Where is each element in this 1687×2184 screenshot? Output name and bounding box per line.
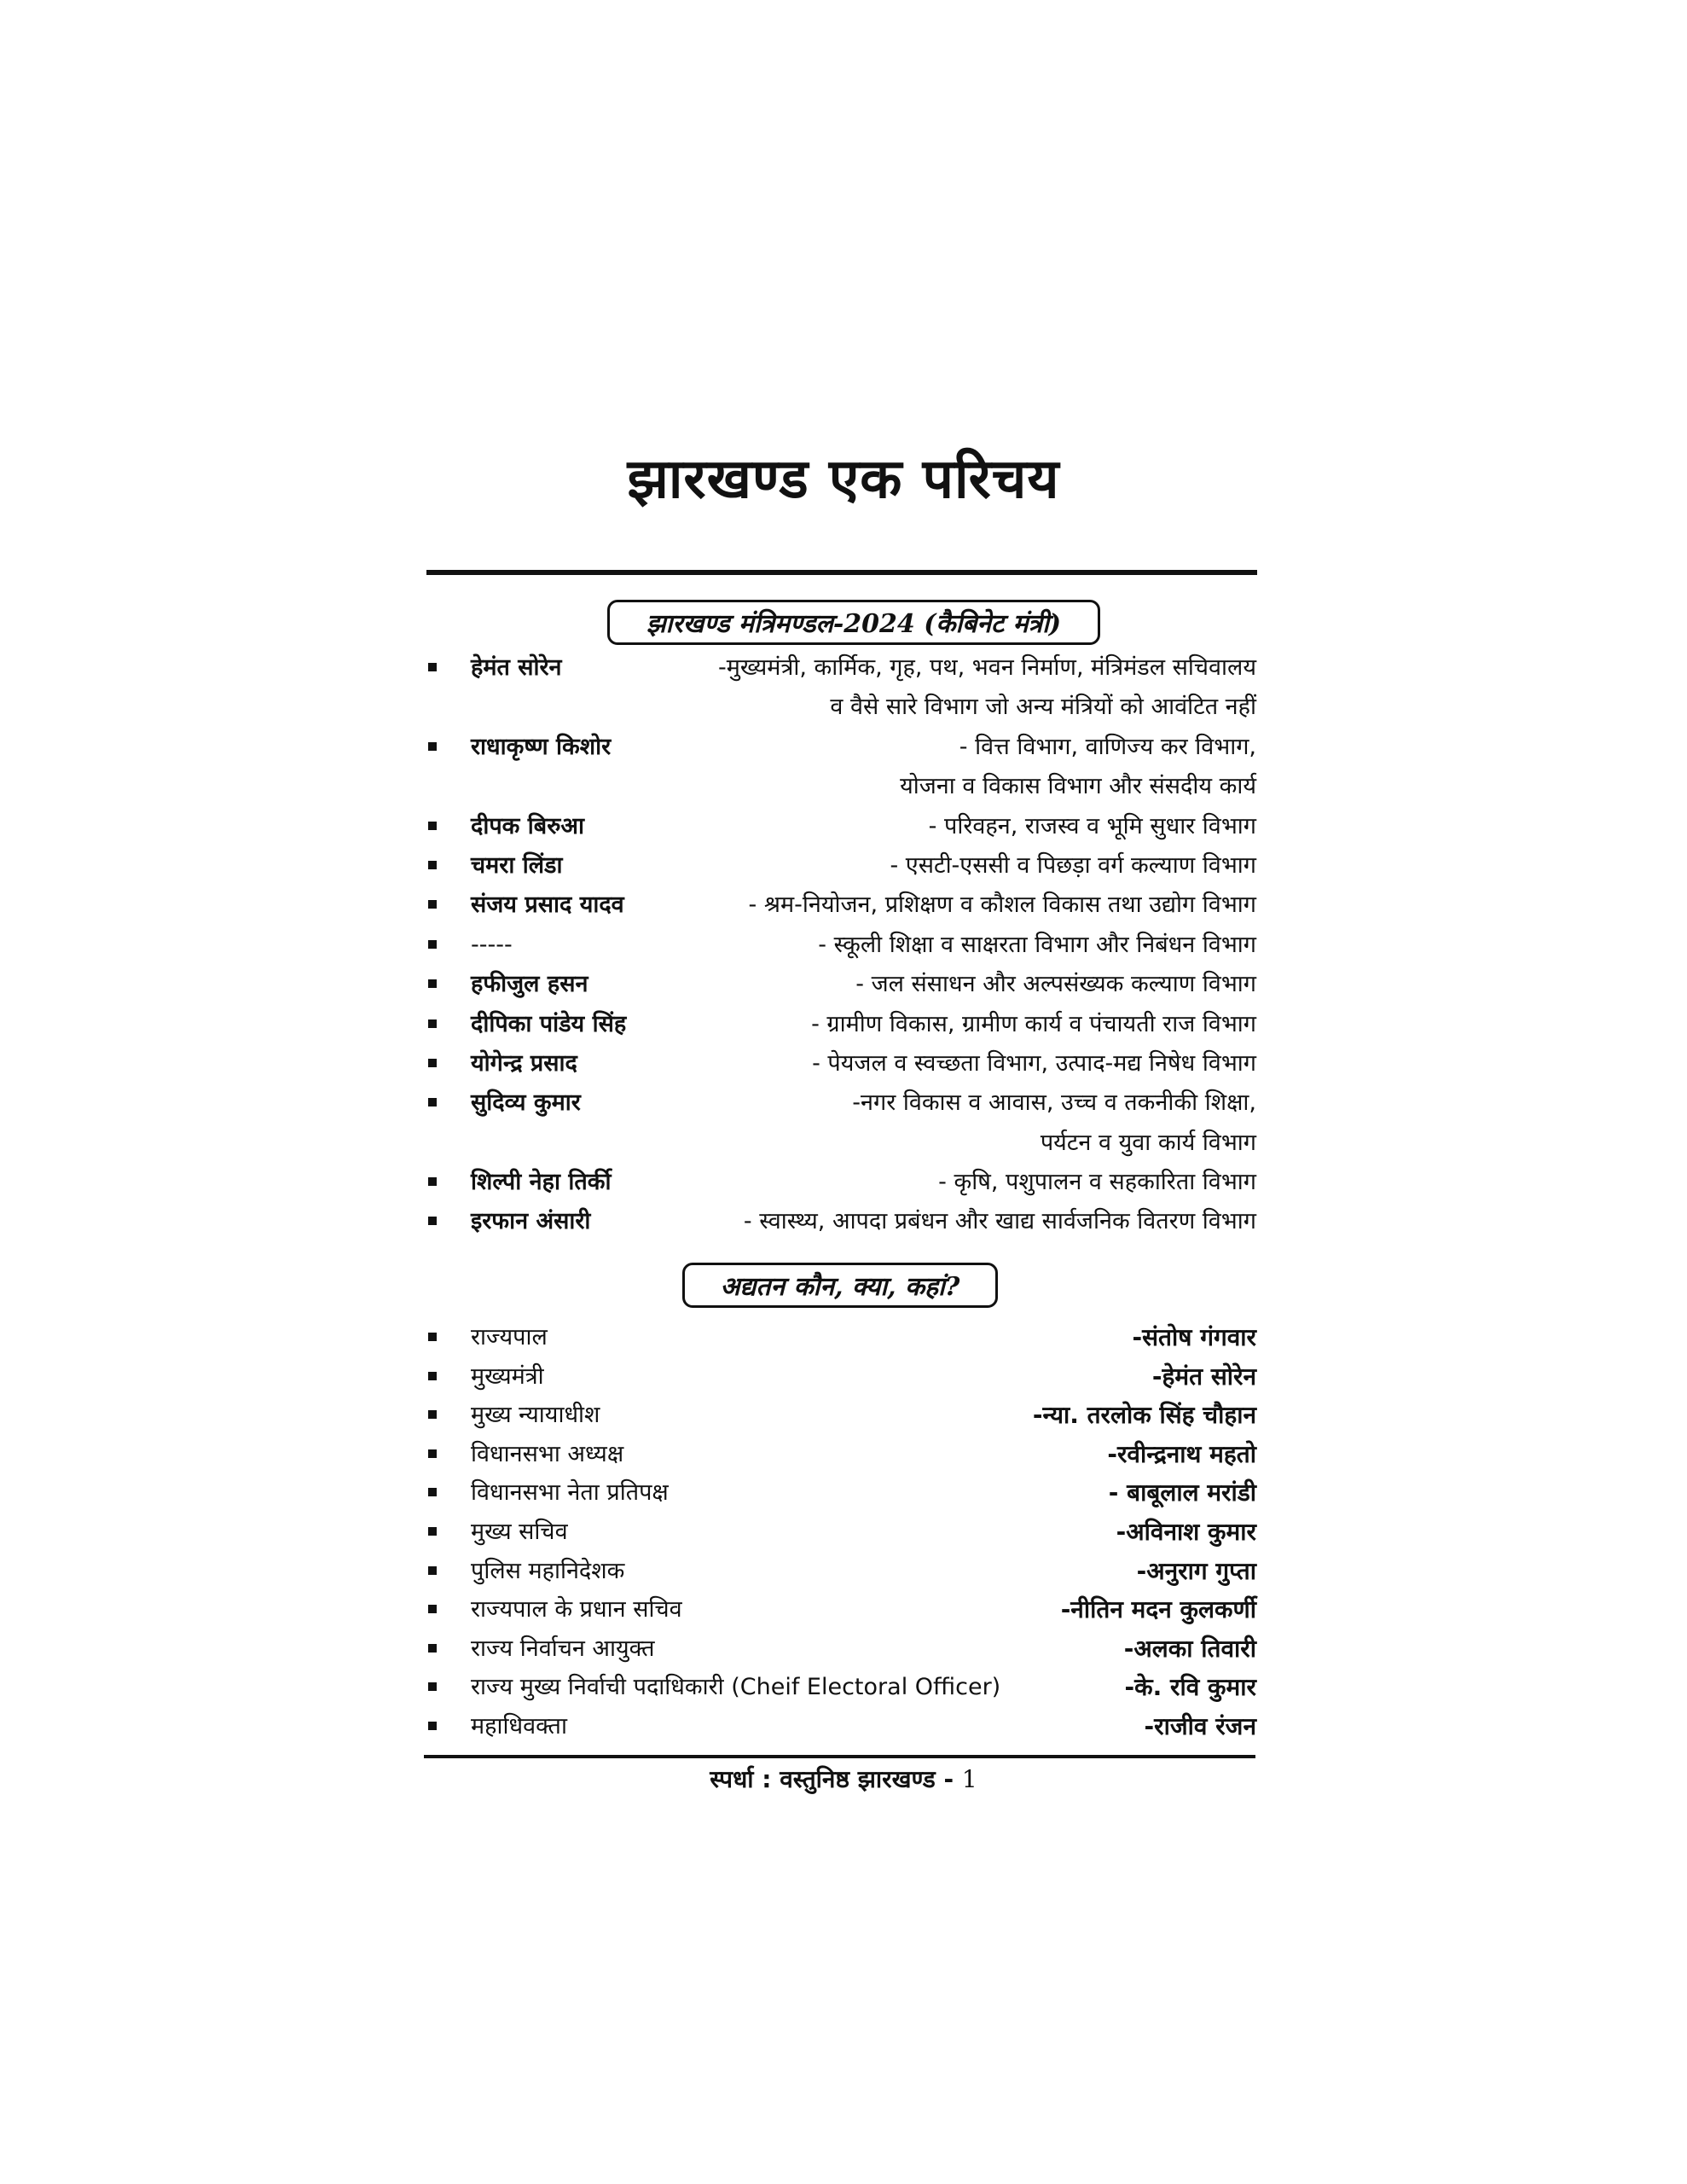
minister-name: हफीजुल हसन: [471, 971, 588, 998]
page-footer: [0, 1763, 1687, 1795]
minister-departments-continued: व वैसे सारे विभाग जो अन्य मंत्रियों को आवंटित नहीं: [830, 694, 1256, 721]
office-holder-row: [426, 1552, 1258, 1591]
minister-departments: - स्वास्थ्य, आपदा प्रबंधन और खाद्य सार्वजनिक वितरण विभाग: [743, 1208, 1256, 1235]
bullet-icon: [428, 1722, 437, 1730]
office-holder-name: -अनुराग गुप्ता: [1136, 1556, 1256, 1585]
office-holder-row: [426, 1629, 1258, 1669]
bullet-icon: [428, 742, 437, 751]
office-title: मुख्य सचिव: [471, 1518, 568, 1545]
minister-row: [426, 648, 1258, 728]
office-title: राज्य मुख्य निर्वाची पदाधिकारी (Cheif Electoral Officer): [471, 1674, 1001, 1701]
office-holder-name: -अविनाश कुमार: [1116, 1517, 1256, 1546]
bullet-icon: [428, 1605, 437, 1613]
bullet-icon: [428, 1410, 437, 1419]
updates-heading-box: [682, 1263, 998, 1308]
office-holder-name: -नीतिन मदन कुलकर्णी: [1060, 1595, 1256, 1624]
bullet-icon: [428, 1019, 437, 1028]
updates-heading: अद्यतन कौन, क्या, कहां?: [720, 1272, 960, 1302]
minister-name: शिल्पी नेहा तिर्की: [471, 1169, 612, 1196]
office-title: विधानसभा अध्यक्ष: [471, 1440, 624, 1467]
minister-name: राधाकृष्ण किशोर: [471, 733, 612, 760]
minister-departments: - एसटी-एससी व पिछड़ा वर्ग कल्याण विभाग: [890, 851, 1256, 879]
office-holder-name: -राजीव रंजन: [1144, 1711, 1256, 1740]
bullet-icon: [428, 663, 437, 671]
page-title: झारखण्ड एक परिचय: [627, 448, 1060, 511]
bullet-icon: [428, 1333, 437, 1341]
footer-text: स्पर्धा : वस्तुनिष्ठ झारखण्ड -: [710, 1765, 954, 1793]
bullet-icon: [428, 1098, 437, 1107]
bullet-icon: [428, 1682, 437, 1691]
bottom-rule: [424, 1755, 1255, 1758]
minister-departments: -नगर विकास व आवास, उच्च व तकनीकी शिक्षा,: [852, 1089, 1256, 1117]
bullet-icon: [428, 1449, 437, 1458]
office-holder-name: -अलका तिवारी: [1123, 1634, 1256, 1663]
bullet-icon: [428, 861, 437, 869]
office-holder-name: -हेमंत सोरेन: [1151, 1362, 1256, 1391]
minister-row: [426, 846, 1258, 886]
minister-name: संजय प्रसाद यादव: [471, 892, 624, 919]
office-title: मुख्य न्यायाधीश: [471, 1402, 600, 1429]
office-title: महाधिवक्ता: [471, 1712, 567, 1740]
minister-name: योगेन्द्र प्रसाद: [471, 1049, 577, 1077]
minister-departments: - पेयजल व स्वच्छता विभाग, उत्पाद-मद्य निषेध विभाग: [812, 1049, 1256, 1077]
top-rule: [426, 570, 1257, 575]
minister-name: -----: [471, 931, 513, 958]
office-holder-row: [426, 1396, 1258, 1435]
bullet-icon: [428, 940, 437, 949]
office-holder-row: [426, 1513, 1258, 1552]
minister-name: दीपिका पांडेय सिंह: [471, 1010, 627, 1037]
minister-row: [426, 728, 1258, 807]
bullet-icon: [428, 1488, 437, 1496]
office-holder-row: [426, 1357, 1258, 1397]
office-title: विधानसभा नेता प्रतिपक्ष: [471, 1479, 669, 1507]
bullet-icon: [428, 1527, 437, 1536]
office-holder-row: [426, 1318, 1258, 1357]
office-holder-name: -के. रवि कुमार: [1124, 1673, 1256, 1702]
bullet-icon: [428, 979, 437, 988]
office-title: मुख्यमंत्री: [471, 1362, 544, 1390]
minister-departments: - जल संसाधन और अल्पसंख्यक कल्याण विभाग: [855, 971, 1256, 998]
bullet-icon: [428, 1644, 437, 1653]
minister-departments: - स्कूली शिक्षा व साक्षरता विभाग और निबंधन विभाग: [818, 931, 1256, 958]
bullet-icon: [428, 900, 437, 909]
bullet-icon: [428, 1217, 437, 1225]
minister-departments: -मुख्यमंत्री, कार्मिक, गृह, पथ, भवन निर्माण, मंत्रिमंडल सचिवालय: [717, 654, 1256, 681]
minister-departments: - कृषि, पशुपालन व सहकारिता विभाग: [938, 1169, 1256, 1196]
minister-name: चमरा लिंडा: [471, 851, 563, 879]
cabinet-heading: झारखण्ड मंत्रिमण्डल-2024 (कैबिनेट मंत्री): [646, 609, 1062, 639]
minister-row: [426, 1202, 1258, 1241]
minister-name: सुदिव्य कुमार: [471, 1089, 581, 1117]
minister-row: [426, 965, 1258, 1004]
office-holder-row: [426, 1473, 1258, 1513]
office-holder-row: [426, 1668, 1258, 1707]
office-title: पुलिस महानिदेशक: [471, 1557, 625, 1584]
office-title: राज्य निर्वाचन आयुक्त: [471, 1635, 655, 1662]
office-title: राज्यपाल: [471, 1324, 548, 1350]
office-title: राज्यपाल के प्रधान सचिव: [471, 1596, 682, 1623]
minister-name: इरफान अंसारी: [471, 1208, 591, 1235]
minister-row: [426, 807, 1258, 846]
office-holder-name: -न्या. तरलोक सिंह चौहान: [1032, 1401, 1256, 1430]
bullet-icon: [428, 822, 437, 830]
office-holder-row: [426, 1590, 1258, 1629]
minister-row: [426, 886, 1258, 925]
office-holder-row: [426, 1707, 1258, 1746]
page-number: 1: [961, 1765, 977, 1793]
office-holder-name: -रवीन्द्रनाथ महतो: [1107, 1439, 1256, 1468]
office-holder-list: [426, 1318, 1258, 1746]
bullet-icon: [428, 1566, 437, 1575]
minister-departments-continued: पर्यटन व युवा कार्य विभाग: [1040, 1129, 1256, 1156]
minister-row: [426, 1083, 1258, 1163]
bullet-icon: [428, 1177, 437, 1186]
minister-row: [426, 926, 1258, 965]
cabinet-heading-box: [607, 600, 1100, 645]
office-holder-name: -संतोष गंगवार: [1132, 1323, 1256, 1351]
minister-departments: - परिवहन, राजस्व व भूमि सुधार विभाग: [928, 812, 1256, 839]
minister-departments: - ग्रामीण विकास, ग्रामीण कार्य व पंचायती राज विभाग: [811, 1010, 1256, 1037]
bullet-icon: [428, 1372, 437, 1380]
minister-name: दीपक बिरुआ: [471, 812, 584, 839]
office-holder-name: - बाबूलाल मरांडी: [1108, 1478, 1256, 1507]
cabinet-minister-list: [426, 648, 1258, 1242]
bullet-icon: [428, 1059, 437, 1067]
minister-departments-continued: योजना व विकास विभाग और संसदीय कार्य: [900, 773, 1256, 800]
minister-departments: - वित्त विभाग, वाणिज्य कर विभाग,: [959, 733, 1256, 760]
office-holder-row: [426, 1435, 1258, 1474]
minister-name: हेमंत सोरेन: [471, 654, 562, 681]
minister-departments: - श्रम-नियोजन, प्रशिक्षण व कौशल विकास तथा उद्योग विभाग: [748, 892, 1256, 919]
minister-row: [426, 1044, 1258, 1083]
minister-row: [426, 1163, 1258, 1202]
minister-row: [426, 1005, 1258, 1044]
